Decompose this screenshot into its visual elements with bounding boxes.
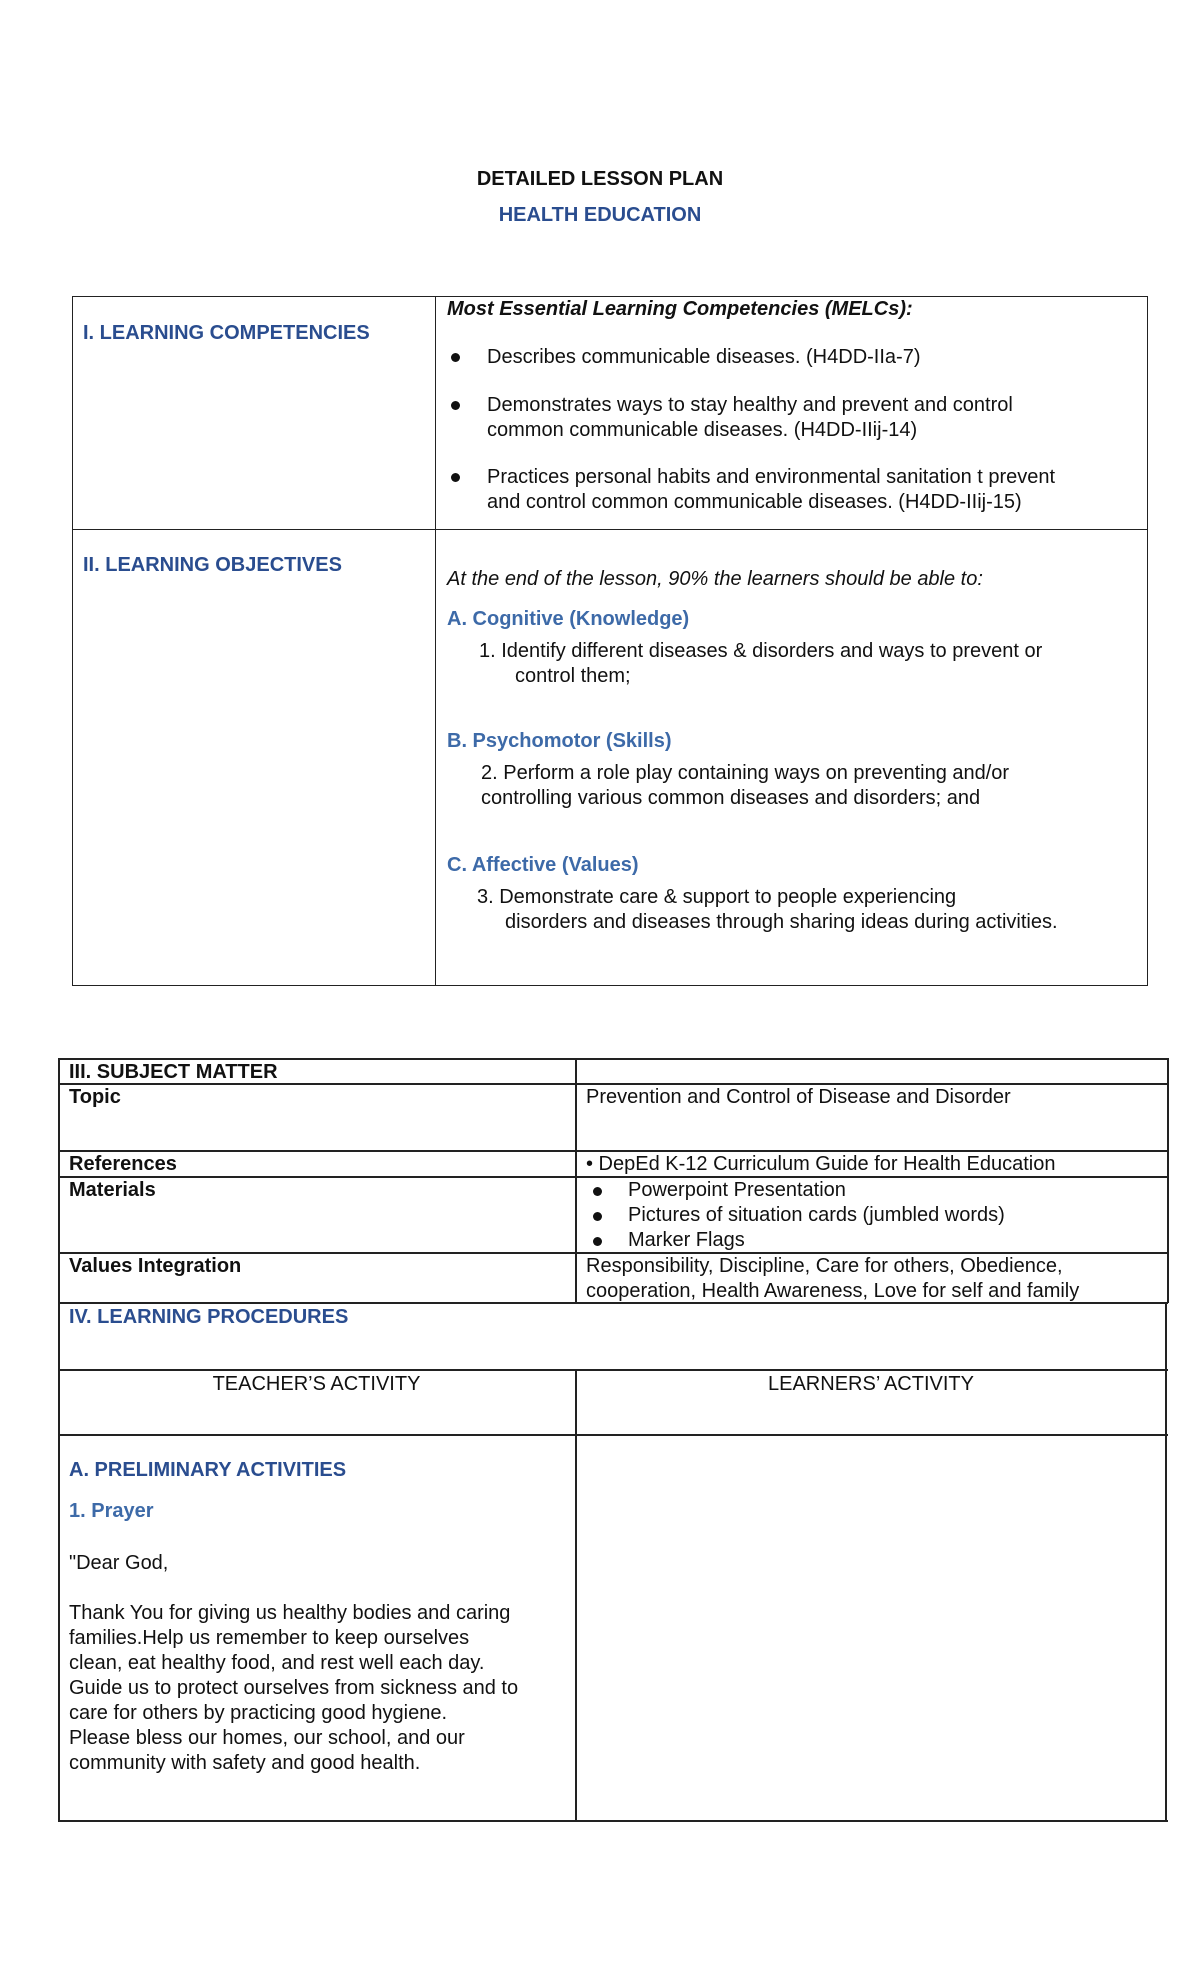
competency-text: common communicable diseases. (H4DD-IIij-14) xyxy=(487,419,918,441)
competency-text: Demonstrates ways to stay healthy and prevent and control xyxy=(487,394,1013,416)
material-item: Pictures of situation cards (jumbled words) xyxy=(628,1204,1005,1226)
psychomotor-heading: B. Psychomotor (Skills) xyxy=(447,730,672,752)
topic-value: Prevention and Control of Disease and Disorder xyxy=(586,1086,1011,1108)
prayer-line: care for others by practicing good hygiene. xyxy=(69,1702,447,1724)
prayer-line: Thank You for giving us healthy bodies and caring xyxy=(69,1602,511,1624)
bullet-icon xyxy=(451,473,460,482)
preliminary-activities-heading: A. PRELIMINARY ACTIVITIES xyxy=(69,1459,347,1481)
learning-procedures-label: IV. LEARNING PROCEDURES xyxy=(69,1306,349,1328)
affective-heading: C. Affective (Values) xyxy=(447,854,639,876)
bullet-icon xyxy=(451,401,460,410)
prayer-line: "Dear God, xyxy=(69,1552,169,1574)
bullet-icon xyxy=(593,1187,602,1196)
teacher-activity-header: TEACHER’S ACTIVITY xyxy=(212,1373,421,1395)
cognitive-objective: 1. Identify different diseases & disorders and ways to prevent or xyxy=(479,640,1043,662)
bullet-icon xyxy=(593,1237,602,1246)
psychomotor-objective: 2. Perform a role play containing ways on preventing and/or xyxy=(481,762,1010,784)
prayer-line: clean, eat healthy food, and rest well each day. xyxy=(69,1652,485,1674)
affective-objective: disorders and diseases through sharing ideas during activities. xyxy=(505,911,1058,933)
learning-competencies-label: I. LEARNING COMPETENCIES xyxy=(83,322,370,344)
competency-text: Describes communicable diseases. (H4DD-IIa-7) xyxy=(487,346,921,368)
material-item: Marker Flags xyxy=(628,1229,745,1251)
references-value: • DepEd K-12 Curriculum Guide for Health Education xyxy=(586,1153,1056,1175)
material-item: Powerpoint Presentation xyxy=(628,1179,846,1201)
topic-label: Topic xyxy=(69,1086,121,1108)
values-integration-value: cooperation, Health Awareness, Love for self and family xyxy=(586,1280,1080,1302)
learning-objectives-label: II. LEARNING OBJECTIVES xyxy=(83,554,342,576)
affective-objective: 3. Demonstrate care & support to people experiencing xyxy=(477,886,957,908)
bullet-icon xyxy=(451,353,460,362)
prayer-line: Guide us to protect ourselves from sickness and to xyxy=(69,1677,519,1699)
prayer-line: Please bless our homes, our school, and our xyxy=(69,1727,465,1749)
values-integration-value: Responsibility, Discipline, Care for others, Obedience, xyxy=(586,1255,1063,1277)
cognitive-objective: control them; xyxy=(515,665,631,687)
values-integration-label: Values Integration xyxy=(69,1255,242,1277)
prayer-line: families.Help us remember to keep ourselves xyxy=(69,1627,470,1649)
column-divider xyxy=(435,297,436,985)
cognitive-heading: A. Cognitive (Knowledge) xyxy=(447,608,690,630)
document-title: DETAILED LESSON PLAN xyxy=(476,168,724,190)
references-label: References xyxy=(69,1153,177,1175)
prayer-heading: 1. Prayer xyxy=(69,1500,154,1522)
psychomotor-objective: controlling various common diseases and disorders; and xyxy=(481,787,981,809)
bullet-icon xyxy=(593,1212,602,1221)
competency-text: and control common communicable diseases. (H4DD-IIij-15) xyxy=(487,491,1022,513)
learner-activity-header: LEARNERS’ ACTIVITY xyxy=(768,1373,974,1395)
melcs-heading: Most Essential Learning Competencies (MELCs): xyxy=(447,298,913,320)
subject-matter-procedures-table xyxy=(58,1058,1168,1820)
objectives-intro: At the end of the lesson, 90% the learners should be able to: xyxy=(447,568,983,590)
subject-matter-label: III. SUBJECT MATTER xyxy=(69,1061,278,1083)
competencies-objectives-table xyxy=(72,296,1148,986)
materials-label: Materials xyxy=(69,1179,156,1201)
document-subtitle: HEALTH EDUCATION xyxy=(498,204,702,226)
row-divider xyxy=(73,529,1147,530)
competency-text: Practices personal habits and environmental sanitation t prevent xyxy=(487,466,1056,488)
prayer-line: community with safety and good health. xyxy=(69,1752,421,1774)
